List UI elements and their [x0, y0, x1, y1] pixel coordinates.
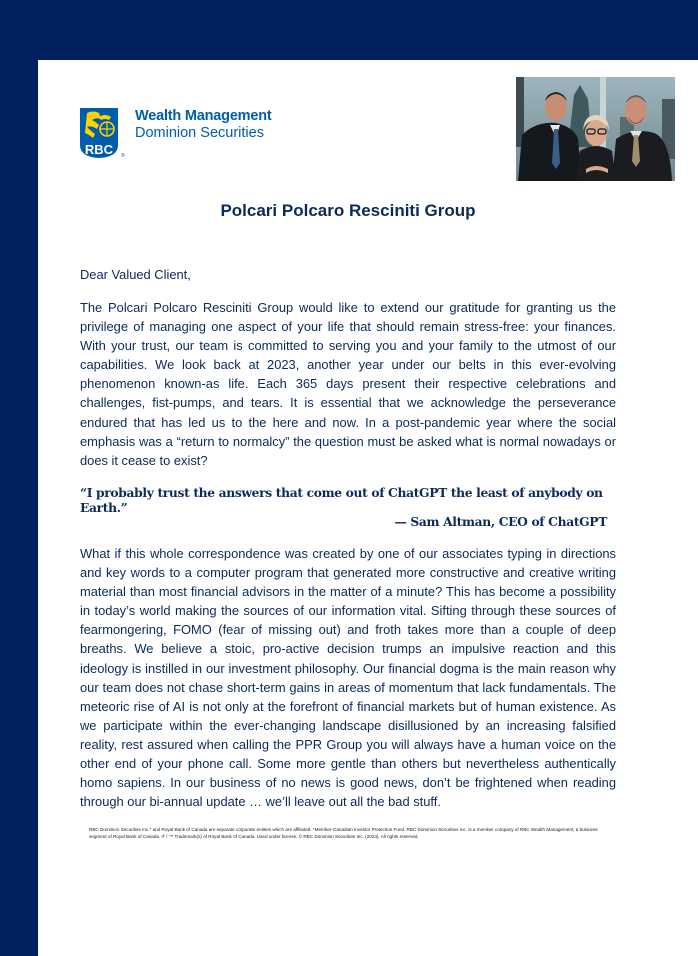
team-photo	[516, 77, 675, 181]
registered-mark: ®	[121, 153, 125, 159]
left-frame-bar	[0, 60, 38, 956]
logo-line-wealth-management: Wealth Management	[135, 108, 272, 124]
paragraph-ai: What if this whole correspondence was created by one of our associates typing in directions and key words to a computer program that generated more constructive and creative writing material than most financial advisors in the matter of a minute? This has become a possibility in today’s world making the sources of our information vital. Sifting through these sources of fearmongering, FOMO (fear of missing out) and froth takes more than a couple of deep breaths. We believe a stoic, pro-active decision trumps an impulsive reaction and this ideology is instilled in our investment philosophy. Our financial dogma is the main reason why our team does not chase short-term gains in areas of momentum that lack fundamentals. The meteoric rise of AI is not only at the forefront of financial markets but of human existence. As we participate within the ever-changing landscape disillusioned by an increasing falsified reality, rest assured when calling the PPR Group you will always have a human voice on the other end of your phone call. Some more gentle than others but nevertheless authentically homo sapiens. In our business of no news is good news, don’t be frightened when reading through our bi-annual update … we’ll leave out all the bad stuff.	[80, 546, 616, 810]
logo-line-dominion-securities: Dominion Securities	[135, 125, 264, 141]
pull-quote: “I probably trust the answers that come out of ChatGPT the least of anybody on Earth.”	[80, 485, 603, 515]
svg-text:RBC: RBC	[84, 142, 114, 157]
rbc-logo	[79, 107, 289, 163]
quote-attribution: — Sam Altman, CEO of ChatGPT	[394, 514, 607, 529]
greeting: Dear Valued Client,	[80, 267, 191, 282]
legal-disclaimer: RBC Dominion Securities Inc.* and Royal Bank of Canada are separate corporate entities which are affiliated. *Member-Canadian Investor Protection Fund. RBC Dominion Securities Inc. is a member company of RBC Wealth Management, a business segment of Royal Bank of Canada. ® / ™ Trademark(s) of Royal Bank of Canada. Used under license. © RBC Dominion Securities Inc. (2024). All rights reserved.	[89, 827, 598, 839]
rbc-lion-shield-icon	[79, 107, 119, 159]
logo-wordmark	[135, 108, 272, 142]
top-frame-bar	[0, 0, 698, 60]
paragraph-intro: The Polcari Polcaro Resciniti Group would like to extend our gratitude for granting us the privilege of managing one aspect of your life that should remain stress-free: your finances. With your trust, our team is committed to serving you and your family to the utmost of our capabilities. We look back at 2023, another year under our belts in this ever-evolving phenomenon known-as life. Each 365 days present their respective celebrations and challenges, fist-pumps, and tears. It is essential that we acknowledge the perseverance endured that has led us to the here and now. In a post-pandemic year where the social emphasis was a “return to normalcy” the question must be asked what is normal nowadays or does it cease to exist?	[80, 300, 616, 468]
team-photo-image	[516, 77, 675, 181]
page-title: Polcari Polcaro Resciniti Group	[220, 201, 476, 220]
